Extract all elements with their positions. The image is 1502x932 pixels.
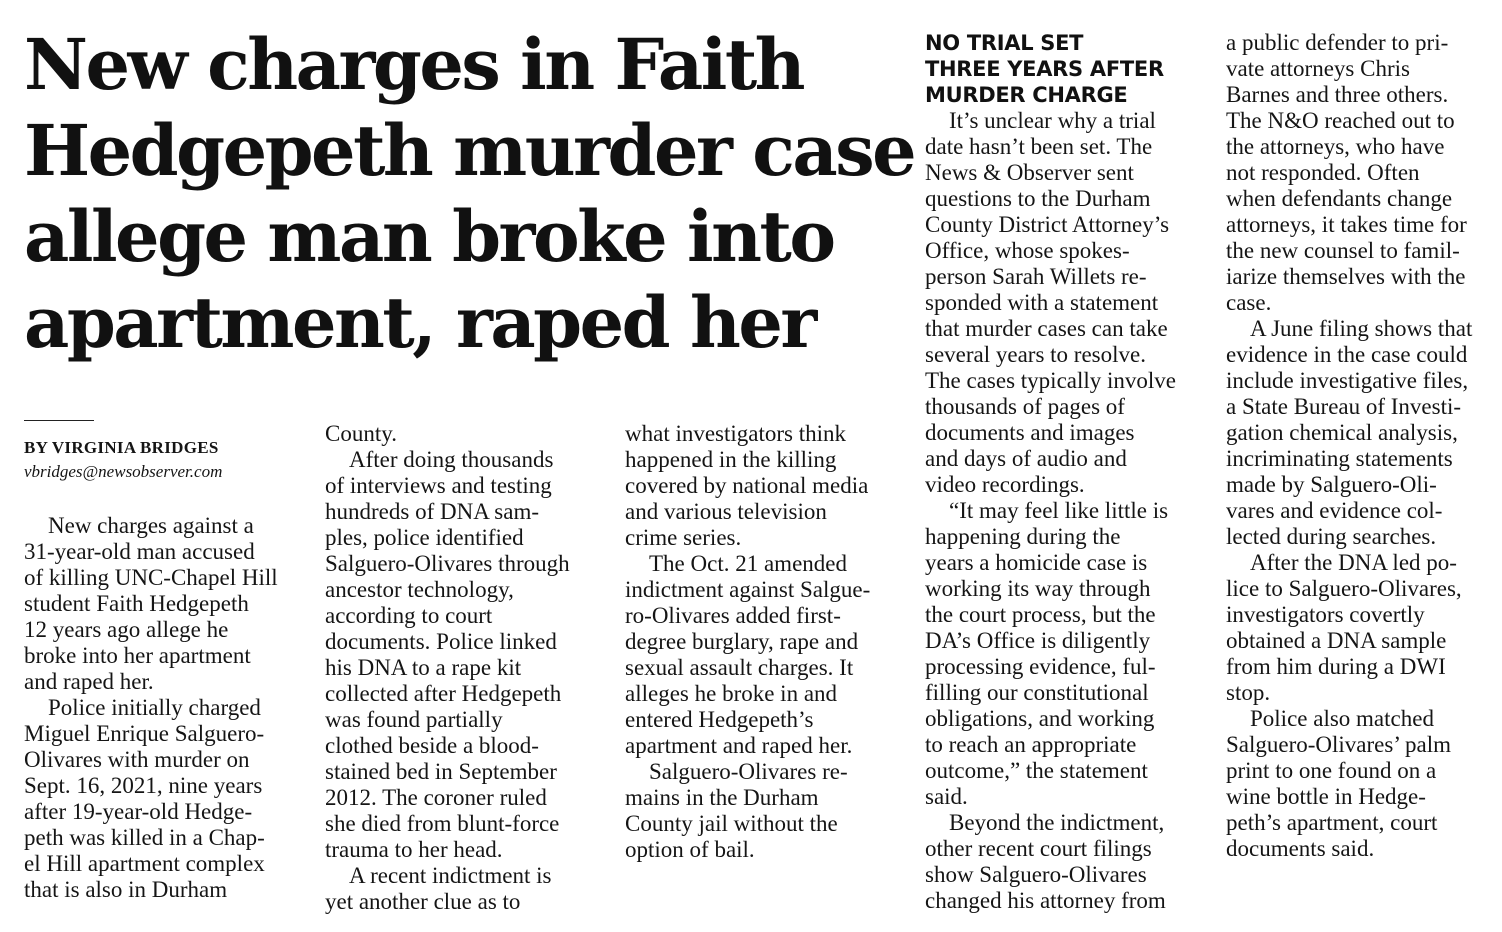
- article-line: Barnes and three others.: [1226, 82, 1449, 107]
- article-line: changed his attorney from: [925, 888, 1166, 913]
- article-line: thousands of pages of: [925, 394, 1125, 419]
- article-line: 2012. The coroner ruled: [325, 785, 547, 810]
- article-line: the court process, but the: [925, 602, 1156, 627]
- subhead-line: THREE YEARS AFTER: [925, 57, 1164, 81]
- subhead-line: NO TRIAL SET: [925, 31, 1084, 55]
- article-line: to reach an appropriate: [925, 732, 1137, 757]
- article-line: mains in the Durham: [625, 785, 819, 810]
- article-line: DA’s Office is diligently: [925, 628, 1151, 653]
- article-line: from him during a DWI: [1226, 654, 1446, 679]
- article-line: After the DNA led po-: [1250, 550, 1457, 575]
- article-line: stop.: [1226, 680, 1271, 705]
- article-line: processing evidence, ful-: [925, 654, 1156, 679]
- article-line: County jail without the: [625, 811, 838, 836]
- article-line: Miguel Enrique Salguero-: [24, 721, 265, 746]
- article-line: County.: [325, 421, 397, 446]
- article-line: Salguero-Olivares’ palm: [1226, 732, 1452, 757]
- article-line: of interviews and testing: [325, 473, 552, 498]
- article-line: A June filing shows that: [1250, 316, 1473, 341]
- article-line: Salguero-Olivares through: [325, 551, 570, 576]
- headline-line: New charges in Faith: [24, 23, 804, 106]
- article-line: iarize themselves with the: [1226, 264, 1466, 289]
- article-line: sexual assault charges. It: [625, 655, 854, 680]
- article-line: Beyond the indictment,: [949, 810, 1165, 835]
- article-column-3: [625, 421, 915, 863]
- article-line: when defendants change: [1226, 186, 1453, 211]
- article-line: Police initially charged: [48, 695, 261, 720]
- article-line: and various television: [625, 499, 827, 524]
- article-line: of killing UNC-Chapel Hill: [24, 565, 278, 590]
- article-line: indictment against Salgue-: [625, 577, 871, 602]
- article-line: what investigators think: [625, 421, 847, 446]
- article-line: video recordings.: [925, 472, 1085, 497]
- article-line: New charges against a: [48, 513, 254, 538]
- article-line: person Sarah Willets re-: [925, 264, 1147, 289]
- article-line: crime series.: [625, 525, 742, 550]
- article-line: filling our constitutional: [925, 680, 1149, 705]
- article-line: documents and images: [925, 420, 1135, 445]
- article-line: News & Observer sent: [925, 160, 1134, 185]
- headline-line: Hedgepeth murder case: [24, 109, 915, 192]
- subhead-line: MURDER CHARGE: [925, 83, 1128, 107]
- article-line: include investigative files,: [1226, 368, 1469, 393]
- article-line: documents said.: [1226, 836, 1375, 861]
- article-line: was found partially: [325, 707, 503, 732]
- article-line: 12 years ago allege he: [24, 617, 229, 642]
- article-line: obtained a DNA sample: [1226, 628, 1447, 653]
- article-line: el Hill apartment complex: [24, 851, 265, 876]
- byline: BY VIRGINIA BRIDGES: [24, 438, 219, 457]
- article-line: case.: [1226, 290, 1272, 315]
- article-column-4: [925, 30, 1215, 914]
- article-line: Olivares with murder on: [24, 747, 250, 772]
- article-line: documents. Police linked: [325, 629, 557, 654]
- article-line: stained bed in September: [325, 759, 557, 784]
- article-line: It’s unclear why a trial: [949, 108, 1156, 133]
- article-line: A recent indictment is: [349, 863, 552, 888]
- article-line: and days of audio and: [925, 446, 1127, 471]
- article-line: a State Bureau of Investi-: [1226, 394, 1462, 419]
- article-line: hundreds of DNA sam-: [325, 499, 539, 524]
- article-column-5: [1226, 30, 1502, 862]
- article-line: trauma to her head.: [325, 837, 503, 862]
- author-email: vbridges@newsobserver.com: [24, 462, 223, 481]
- article-line: several years to resolve.: [925, 342, 1146, 367]
- column-text: [925, 108, 1215, 914]
- article-line: the attorneys, who have: [1226, 134, 1445, 159]
- article-line: After doing thousands: [349, 447, 554, 472]
- article-line: student Faith Hedgepeth: [24, 591, 249, 616]
- article-line: ro-Olivares added first-: [625, 603, 841, 628]
- article-line: made by Salguero-Oli-: [1226, 472, 1437, 497]
- headline-line: apartment, raped her: [24, 281, 815, 364]
- article-line: that murder cases can take: [925, 316, 1168, 341]
- article-line: his DNA to a rape kit: [325, 655, 522, 680]
- article-line: entered Hedgepeth’s: [625, 707, 814, 732]
- column-text: [325, 421, 615, 915]
- article-line: option of bail.: [625, 837, 755, 862]
- article-line: that is also in Durham: [24, 877, 228, 902]
- article-line: wine bottle in Hedge-: [1226, 784, 1426, 809]
- article-line: peth was killed in a Chap-: [24, 825, 265, 850]
- article-line: happened in the killing: [625, 447, 837, 472]
- article-line: collected after Hedgepeth: [325, 681, 562, 706]
- article-line: date hasn’t been set. The: [925, 134, 1153, 159]
- article-line: sponded with a statement: [925, 290, 1159, 315]
- headline-line: allege man broke into: [24, 195, 834, 278]
- article-line: years a homicide case is: [925, 550, 1148, 575]
- article-line: and raped her.: [24, 669, 154, 694]
- article-line: lice to Salguero-Olivares,: [1226, 576, 1462, 601]
- article-line: outcome,” the statement: [925, 758, 1148, 783]
- article-column-1: [24, 420, 314, 903]
- article-line: vares and evidence col-: [1226, 498, 1443, 523]
- article-line: The N&O reached out to: [1226, 108, 1455, 133]
- byline-rule: [24, 420, 94, 421]
- article-line: she died from blunt-force: [325, 811, 560, 836]
- article-column-2: [325, 421, 615, 915]
- article-line: obligations, and working: [925, 706, 1155, 731]
- article-line: questions to the Durham: [925, 186, 1151, 211]
- article-line: The Oct. 21 amended: [649, 551, 847, 576]
- article-line: peth’s apartment, court: [1226, 810, 1438, 835]
- article-line: gation chemical analysis,: [1226, 420, 1458, 445]
- article-line: apartment and raped her.: [625, 733, 853, 758]
- article-line: according to court: [325, 603, 493, 628]
- article-line: lected during searches.: [1226, 524, 1437, 549]
- article-line: The cases typically involve: [925, 368, 1177, 393]
- article-line: Office, whose spokes-: [925, 238, 1130, 263]
- article-line: the new counsel to famil-: [1226, 238, 1460, 263]
- article-line: happening during the: [925, 524, 1121, 549]
- article-line: a public defender to pri-: [1226, 30, 1449, 55]
- article-line: Sept. 16, 2021, nine years: [24, 773, 263, 798]
- article-line: ancestor technology,: [325, 577, 514, 602]
- article-line: “It may feel like little is: [949, 498, 1169, 523]
- article-line: after 19-year-old Hedge-: [24, 799, 253, 824]
- article-line: Salguero-Olivares re-: [649, 759, 848, 784]
- article-line: evidence in the case could: [1226, 342, 1468, 367]
- article-line: show Salguero-Olivares: [925, 862, 1147, 887]
- article-line: vate attorneys Chris: [1226, 56, 1410, 81]
- article-line: investigators covertly: [1226, 602, 1425, 627]
- article-line: working its way through: [925, 576, 1151, 601]
- article-line: clothed beside a blood-: [325, 733, 539, 758]
- article-line: said.: [925, 784, 968, 809]
- article-line: broke into her apartment: [24, 643, 251, 668]
- headline: [24, 22, 915, 366]
- article-line: 31-year-old man accused: [24, 539, 255, 564]
- article-line: attorneys, it takes time for: [1226, 212, 1467, 237]
- article-line: covered by national media: [625, 473, 869, 498]
- article-line: Police also matched: [1250, 706, 1434, 731]
- article-line: yet another clue as to: [325, 889, 521, 914]
- article-line: degree burglary, rape and: [625, 629, 859, 654]
- article-line: other recent court filings: [925, 836, 1152, 861]
- article-line: print to one found on a: [1226, 758, 1437, 783]
- column-text: [1226, 30, 1502, 862]
- column-text: [625, 421, 915, 863]
- article-line: alleges he broke in and: [625, 681, 838, 706]
- article-line: not responded. Often: [1226, 160, 1420, 185]
- column-text: [24, 513, 314, 903]
- article-line: County District Attorney’s: [925, 212, 1170, 237]
- article-line: ples, police identified: [325, 525, 524, 550]
- article-line: incriminating statements: [1226, 446, 1453, 471]
